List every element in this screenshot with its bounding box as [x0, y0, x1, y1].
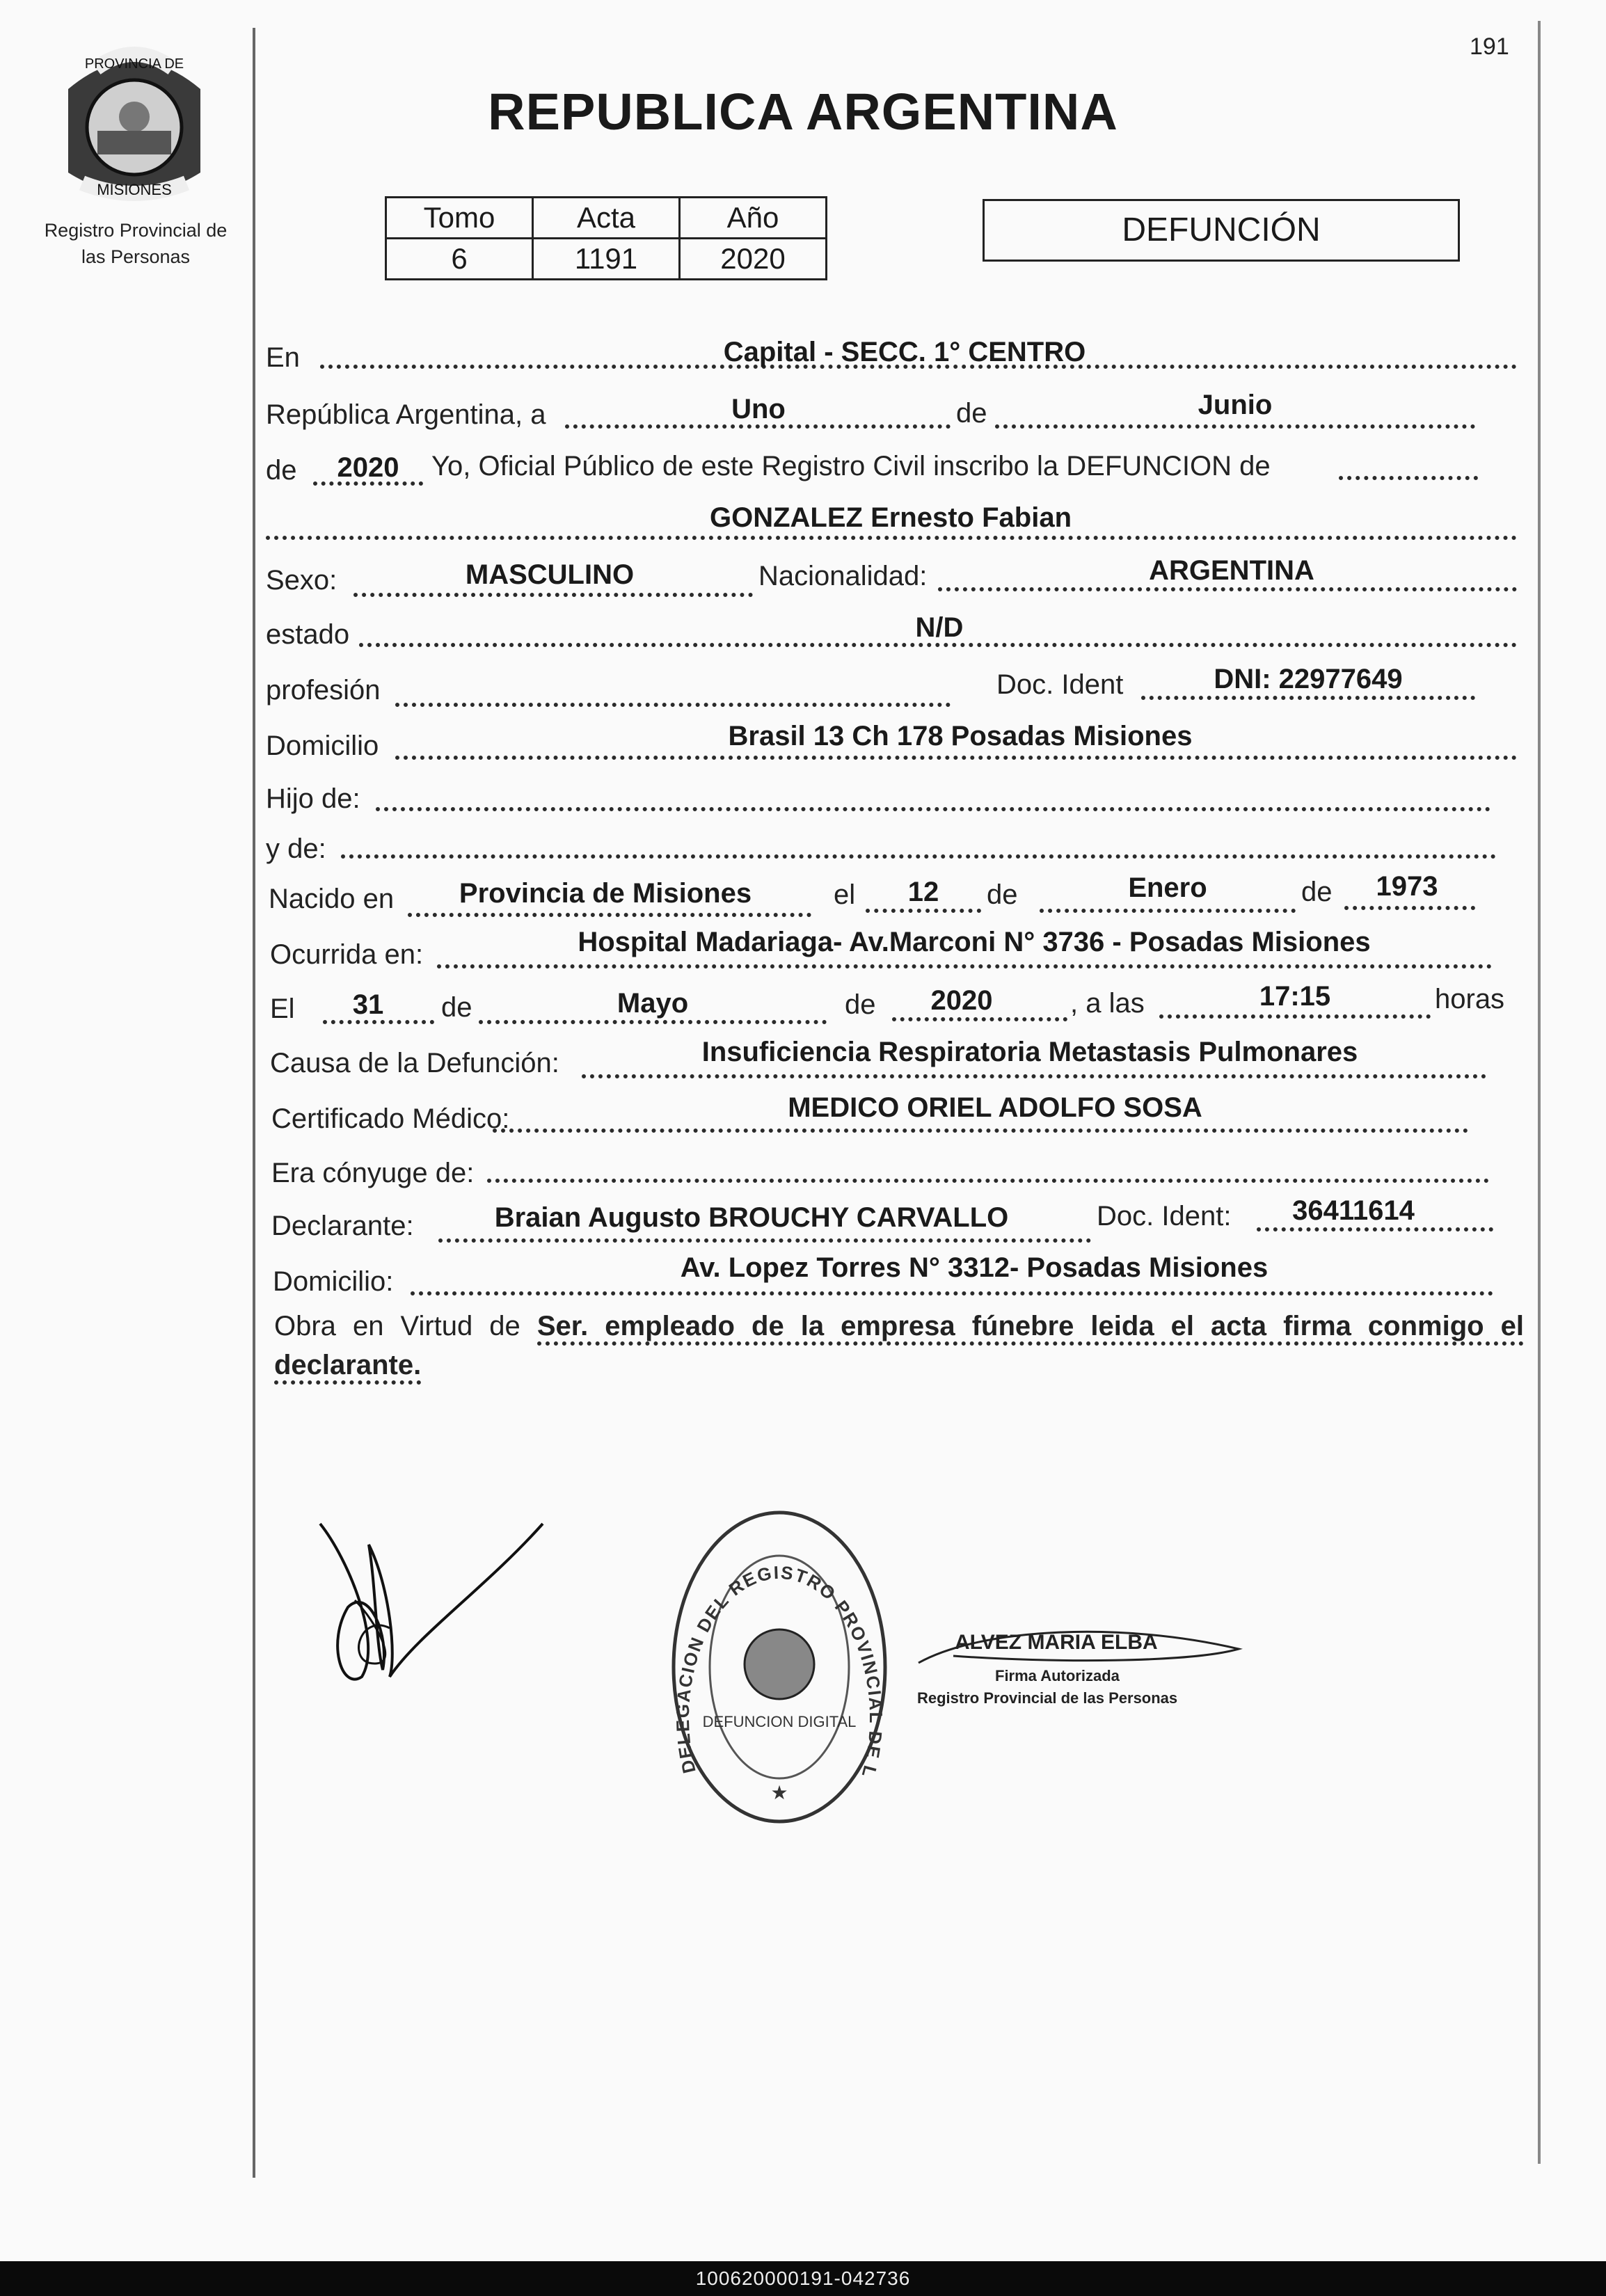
ocurrida-dotted-line — [437, 964, 1492, 968]
domicilio2-label: Domicilio: — [273, 1266, 394, 1297]
el-label-1: el — [834, 879, 856, 910]
domicilio-dotted-line — [395, 756, 1517, 760]
de-label-3: de — [987, 879, 1018, 910]
authorized-signer-role: Firma Autorizada — [995, 1667, 1120, 1684]
stamp-star-icon: ★ — [770, 1781, 788, 1804]
estado-label: estado — [266, 619, 350, 650]
acta-value-acta: 1191 — [533, 239, 680, 280]
nacionalidad-dotted-line — [938, 587, 1517, 591]
birth-year-dotted-line — [1344, 906, 1475, 910]
acta-header-acta: Acta — [533, 198, 680, 239]
death-year-dotted-line — [892, 1017, 1067, 1021]
sexo-dotted-line — [353, 593, 753, 597]
nacido-label: Nacido en — [269, 884, 395, 914]
domicilio-label: Domicilio — [266, 731, 379, 761]
doc-ident2-value: 36411614 — [1292, 1195, 1415, 1226]
en-label: En — [266, 342, 300, 373]
death-time-value: 17:15 — [1259, 981, 1331, 1012]
domicilio2-value: Av. Lopez Torres N° 3312- Posadas Misiones — [680, 1252, 1269, 1283]
causa-dotted-line — [582, 1074, 1486, 1078]
authorized-signer-name: ALVEZ MARIA ELBA — [955, 1631, 1158, 1654]
yde-dotted-line — [341, 854, 1496, 859]
profesion-dotted-line — [395, 703, 951, 707]
el-label-2: El — [270, 994, 295, 1024]
declarant-signature — [306, 1503, 557, 1698]
nacido-dotted-line — [408, 913, 811, 917]
de-label-6: de — [845, 989, 876, 1020]
death-day-value: 31 — [352, 989, 384, 1020]
doc-ident2-label: Doc. Ident: — [1097, 1201, 1232, 1231]
acta-header-anio: Año — [680, 198, 827, 239]
month-value: Junio — [1198, 390, 1273, 420]
doc-ident-label: Doc. Ident — [996, 669, 1124, 700]
horas-label: horas — [1435, 984, 1505, 1014]
logo-text-top: PROVINCIA DE — [84, 56, 184, 72]
month-dotted-line — [995, 424, 1475, 429]
death-time-dotted-line — [1159, 1014, 1431, 1019]
acta-value-tomo: 6 — [386, 239, 533, 280]
page-title: REPUBLICA ARGENTINA — [488, 83, 1118, 141]
acta-value-anio: 2020 — [680, 239, 827, 280]
acta-header-tomo: Tomo — [386, 198, 533, 239]
death-month-dotted-line — [479, 1020, 827, 1024]
conyuge-dotted-line — [487, 1179, 1489, 1183]
estado-dotted-line — [359, 643, 1517, 647]
obra-value: Ser. empleado de la empresa fúnebre leida el acta firma conmigo el declarante. — [274, 1311, 1524, 1385]
doc-ident2-dotted-line — [1257, 1227, 1493, 1231]
en-value: Capital - SECC. 1° CENTRO — [723, 337, 1086, 367]
birth-day-value: 12 — [907, 877, 939, 907]
inscribo-text: Yo, Oficial Público de este Registro Civil inscribo la DEFUNCION de — [431, 451, 1271, 481]
doc-ident-dotted-line — [1141, 696, 1475, 700]
de-label-5: de — [441, 992, 472, 1023]
right-margin-line — [1538, 21, 1541, 2164]
republica-label: República Argentina, a — [266, 399, 546, 430]
logo-text-bottom: MISIONES — [97, 181, 172, 198]
birth-year-value: 1973 — [1376, 871, 1438, 902]
hijo-dotted-line — [376, 807, 1490, 811]
registry-caption-line1: Registro Provincial de — [44, 220, 228, 241]
causa-label: Causa de la Defunción: — [270, 1048, 559, 1078]
document-type-box: DEFUNCIÓN — [983, 199, 1460, 262]
hijo-label: Hijo de: — [266, 783, 360, 814]
death-day-dotted-line — [323, 1020, 434, 1024]
deceased-name-value: GONZALEZ Ernesto Fabian — [709, 502, 1072, 533]
stamp-ring-text: DELEGACION DEL REGISTRO PROVINCIAL DE LAS PERSONAS — [660, 1490, 887, 1781]
name-dotted-line — [266, 536, 1517, 540]
nacido-value: Provincia de Misiones — [459, 878, 752, 909]
ocurrida-value: Hospital Madariaga- Av.Marconi N° 3736 - Posadas Misiones — [578, 927, 1371, 957]
obra-paragraph — [274, 1307, 1524, 1385]
estado-value: N/D — [915, 612, 964, 643]
acta-table-header-row — [386, 198, 827, 239]
de-label-4: de — [1301, 877, 1333, 907]
birth-month-value: Enero — [1128, 872, 1207, 903]
year-value: 2020 — [337, 452, 399, 483]
page-number: 191 — [1470, 33, 1509, 60]
day-value: Uno — [731, 394, 786, 424]
certificado-label: Certificado Médico: — [271, 1103, 510, 1134]
profesion-label: profesión — [266, 675, 381, 705]
nacionalidad-label: Nacionalidad: — [758, 561, 928, 591]
conyuge-label: Era cónyuge de: — [271, 1158, 475, 1188]
causa-value: Insuficiencia Respiratoria Metastasis Pulmonares — [701, 1037, 1358, 1067]
de-label-1: de — [956, 398, 987, 429]
sexo-value: MASCULINO — [465, 559, 635, 590]
doc-ident-value: DNI: 22977649 — [1214, 664, 1403, 694]
registry-caption — [21, 217, 251, 270]
declarante-value: Braian Augusto BROUCHY CARVALLO — [494, 1202, 1009, 1233]
registry-caption-line2: las Personas — [81, 246, 191, 267]
day-dotted-line — [565, 424, 951, 429]
stamp-inner-text: DEFUNCION DIGITAL — [702, 1713, 857, 1730]
declarante-label: Declarante: — [271, 1211, 414, 1241]
birth-month-dotted-line — [1040, 909, 1296, 913]
domicilio-value: Brasil 13 Ch 178 Posadas Misiones — [728, 721, 1193, 751]
certificado-dotted-line — [493, 1129, 1468, 1133]
registry-stamp — [660, 1490, 891, 1827]
death-year-value: 2020 — [930, 985, 993, 1016]
left-margin-line — [253, 28, 255, 2178]
alas-label: , a las — [1070, 988, 1145, 1019]
death-month-value: Mayo — [617, 988, 689, 1019]
acta-table-value-row — [386, 239, 827, 280]
nacionalidad-value: ARGENTINA — [1149, 555, 1314, 586]
acta-table — [385, 196, 827, 280]
ocurrida-label: Ocurrida en: — [270, 939, 424, 970]
obra-label: Obra en Virtud de — [274, 1311, 520, 1341]
de-label-2: de — [266, 455, 297, 486]
domicilio2-dotted-line — [411, 1291, 1493, 1296]
certificado-value: MEDICO ORIEL ADOLFO SOSA — [788, 1092, 1202, 1123]
birth-day-dotted-line — [866, 909, 981, 913]
inscribo-dotted-line — [1339, 476, 1478, 480]
authorized-signer-office: Registro Provincial de las Personas — [917, 1689, 1178, 1707]
sexo-label: Sexo: — [266, 565, 337, 596]
declarante-dotted-line — [438, 1238, 1091, 1243]
yde-label: y de: — [266, 834, 326, 864]
footer-barcode-code: 100620000191-042736 — [0, 2261, 1606, 2296]
